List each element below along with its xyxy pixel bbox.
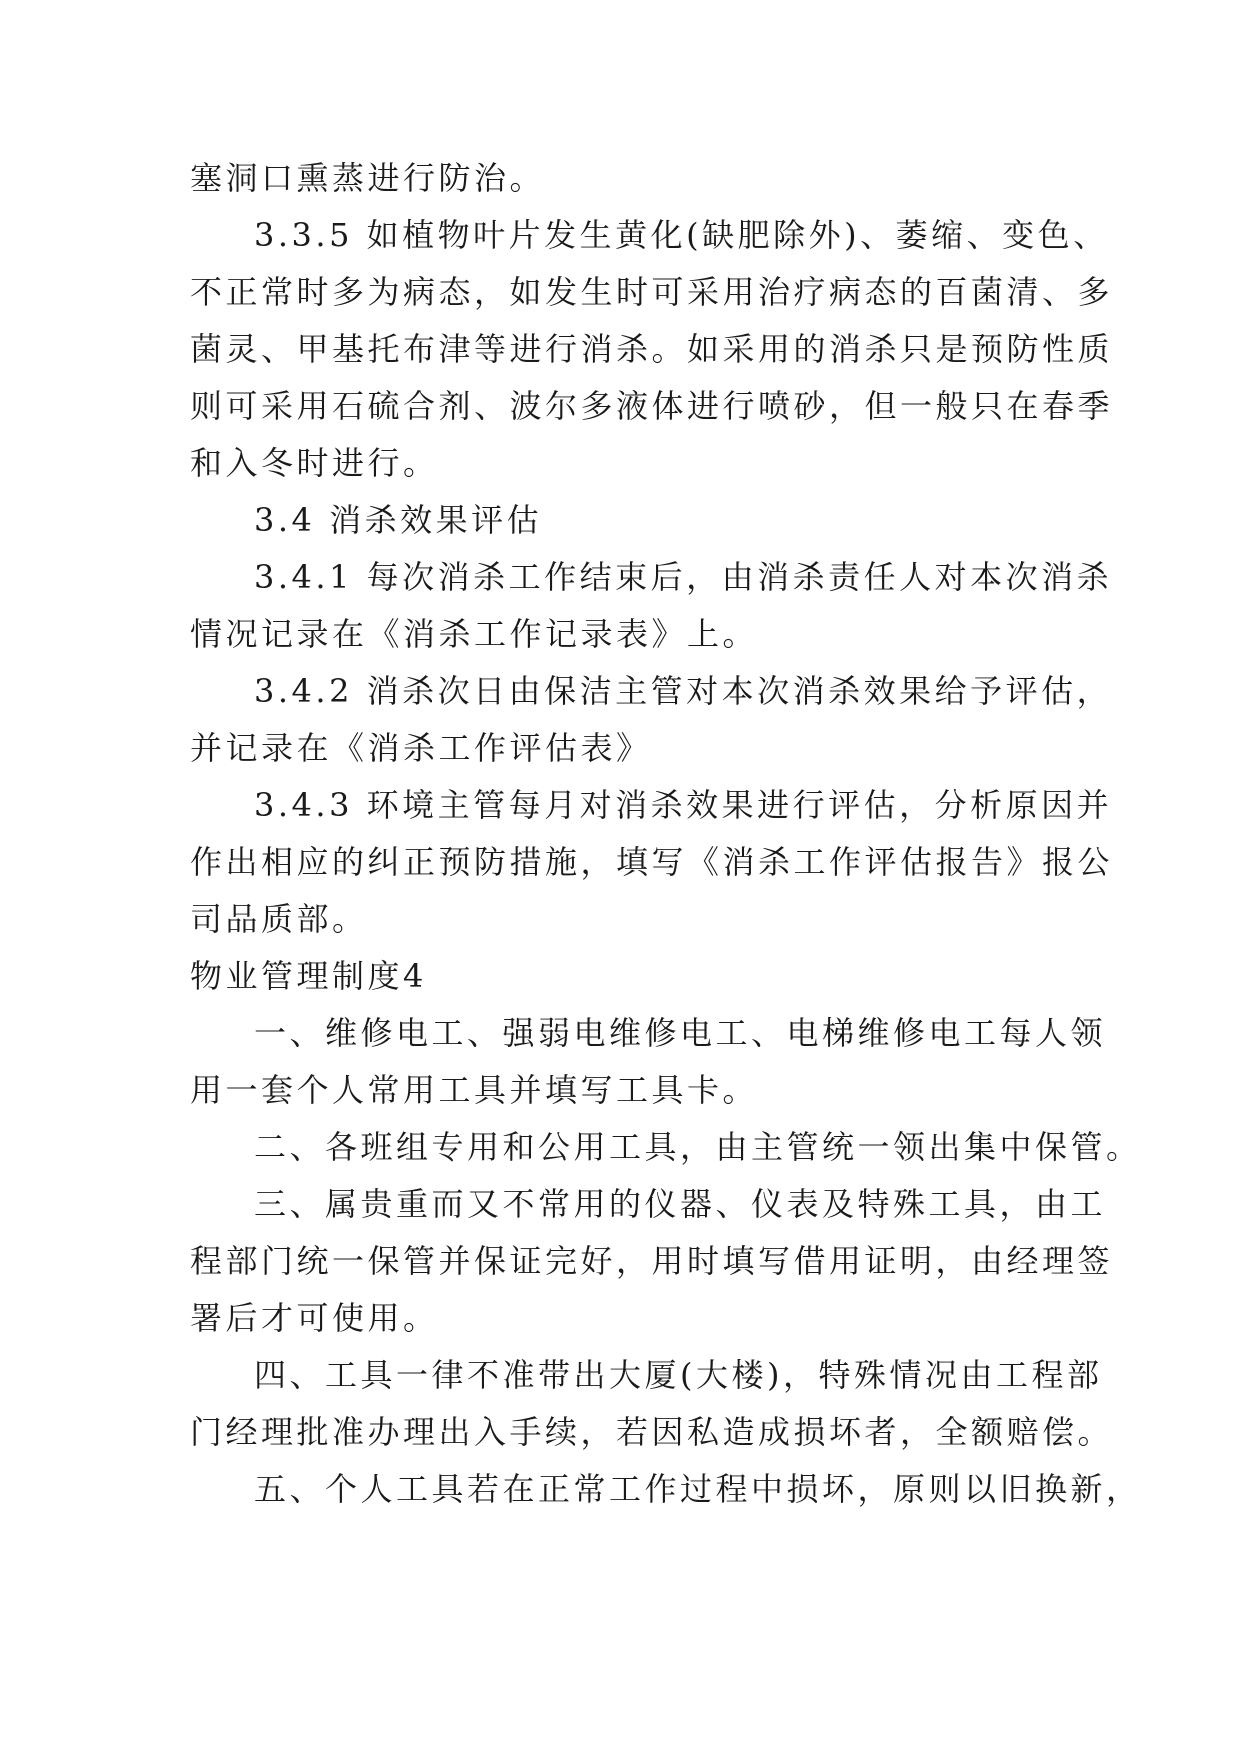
- paragraph-line: 并记录在《消杀工作评估表》: [190, 729, 652, 767]
- section-title-property-management-4: 物业管理制度4: [190, 957, 427, 995]
- paragraph-line: 用一套个人常用工具并填写工具卡。: [190, 1071, 759, 1109]
- item-2-line: 二、各班组专用和公用工具，由主管统一领出集中保管。: [254, 1128, 1142, 1166]
- paragraph-line: 则可采用石硫合剂、波尔多液体进行喷砂，但一般只在春季: [190, 387, 1114, 425]
- clause-3-3-5-line: 3.3.5 如植物叶片发生黄化(缺肥除外)、萎缩、变色、: [254, 216, 1109, 254]
- paragraph-line: 司品质部。: [190, 900, 368, 938]
- paragraph-line: 作出相应的纠正预防措施，填写《消杀工作评估报告》报公: [190, 843, 1114, 881]
- paragraph-line: 程部门统一保管并保证完好，用时填写借用证明，由经理签: [190, 1242, 1114, 1280]
- paragraph-line: 塞洞口熏蒸进行防治。: [190, 159, 546, 197]
- clause-3-4-3-line: 3.4.3 环境主管每月对消杀效果进行评估，分析原因并: [254, 786, 1113, 824]
- item-4-line: 四、工具一律不准带出大厦(大楼)，特殊情况由工程部: [254, 1356, 1103, 1394]
- item-3-line: 三、属贵重而又不常用的仪器、仪表及特殊工具，由工: [254, 1185, 1107, 1223]
- clause-3-4-1-line: 3.4.1 每次消杀工作结束后，由消杀责任人对本次消杀: [254, 558, 1113, 596]
- paragraph-line: 和入冬时进行。: [190, 444, 439, 482]
- paragraph-line: 门经理批准办理出入手续，若因私造成损坏者，全额赔偿。: [190, 1413, 1114, 1451]
- clause-3-4-2-line: 3.4.2 消杀次日由保洁主管对本次消杀效果给予评估，: [254, 672, 1113, 710]
- section-heading-3-4: 3.4 消杀效果评估: [254, 501, 543, 539]
- item-5-line: 五、个人工具若在正常工作过程中损坏，原则以旧换新，: [254, 1470, 1142, 1508]
- item-1-line: 一、维修电工、强弱电维修电工、电梯维修电工每人领: [254, 1014, 1107, 1052]
- paragraph-line: 不正常时多为病态，如发生时可采用治疗病态的百菌清、多: [190, 273, 1114, 311]
- paragraph-line: 署后才可使用。: [190, 1299, 439, 1337]
- paragraph-line: 菌灵、甲基托布津等进行消杀。如采用的消杀只是预防性质: [190, 330, 1114, 368]
- paragraph-line: 情况记录在《消杀工作记录表》上。: [190, 615, 759, 653]
